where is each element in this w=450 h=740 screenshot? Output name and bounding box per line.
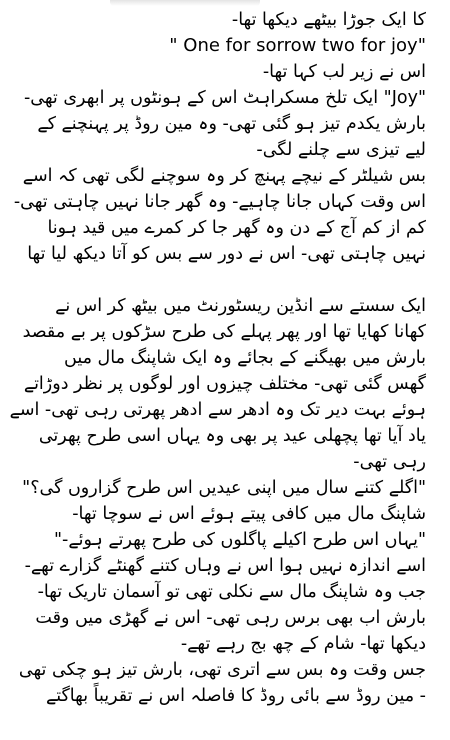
text-line-2: " One for sorrow two for joy" [169, 35, 426, 56]
text-line-18: رہی تھی- [353, 452, 426, 472]
text-line-15: گھس گئی تھی- مختلف چیزوں اور لوگوں پر نظر دوڑاتے [23, 374, 426, 394]
text-line-19: "اگلے کتنے سال میں اپنی عیدیں اس طرح گزاروں گی؟" [22, 478, 426, 498]
text-line-6: لیے تیزی سے چلنے لگی- [256, 140, 426, 160]
text-line-10: نہیں چاہتی تھی- اس نے دور سے بس کو آتا دیکھ لیا تھا [27, 244, 426, 264]
top-edge-shadow [110, 0, 260, 6]
text-line-13: کھانا کھایا تھا اور پھر پہلے کی طرح سڑکوں پر بے مقصد [22, 322, 426, 342]
text-line-23: جب وہ شاپنگ مال سے نکلی تھی تو آسمان تاریک تھا- [37, 582, 426, 602]
text-line-7: بس شیلٹر کے نیچے پہنچ کر وہ سوچنے لگی تھی کہ اسے [22, 166, 426, 186]
paragraph-gap [12, 267, 426, 293]
text-line-27: - مین روڈ سے بائی روڈ کا فاصلہ اس نے تقریباً بھاگتے [45, 686, 426, 706]
text-line-20: شاپنگ مال میں کافی پیتے ہوئے اس نے سوچا تھا- [72, 504, 426, 524]
text-line-5: بارش یکدم تیز ہو گئی تھی- وہ مین روڈ پر پہنچنے کے [37, 114, 426, 134]
urdu-text-body [0, 7, 432, 709]
text-line-4: "Joy" ایک تلخ مسکراہٹ اس کے ہونٹوں پر ابھری تھی- [23, 88, 426, 108]
text-line-25: دیکھا تھا- شام کے چھ بج رہے تھے- [180, 634, 426, 654]
text-line-1: کا ایک جوڑا بیٹھے دیکھا تھا- [231, 10, 426, 30]
text-line-26: جس وقت وہ بس سے اتری تھی، بارش تیز ہو چکی تھی [18, 660, 426, 680]
text-line-16: ہوئے بہت دیر تک وہ ادھر سے ادھر پھرتی رہی تھی- اسے [9, 400, 426, 420]
text-line-17: یاد آیا تھا پچھلی عید پر بھی وہ یہاں اسی طرح پھرتی [38, 426, 426, 446]
text-line-3: اس نے زیر لب کہا تھا- [262, 62, 426, 82]
text-line-8: اس وقت کہاں جانا چاہیے- وہ گھر جانا نہیں چاہتی تھی- [13, 192, 426, 212]
text-line-24: بارش اب بھی برس رہی تھی- اس نے گھڑی میں وقت [35, 608, 426, 628]
text-line-9: کم از کم آج کے دن وہ گھر جا کر کمرے میں قید ہونا [47, 218, 426, 238]
text-line-14: بارش میں بھیگنے کے بجائے وہ ایک شاپنگ مال میں [64, 348, 426, 368]
text-line-21: "یہاں اس طرح اکیلے پاگلوں کی طرح پھرتے ہوئے-" [53, 530, 426, 550]
text-line-12: ایک سستے سے انڈین ریسٹورنٹ میں بیٹھ کر اس نے [55, 296, 426, 316]
text-line-22: اسے اندازہ نہیں ہوا اس نے وہاں کتنے گھنٹے گزارے تھے- [24, 556, 426, 576]
